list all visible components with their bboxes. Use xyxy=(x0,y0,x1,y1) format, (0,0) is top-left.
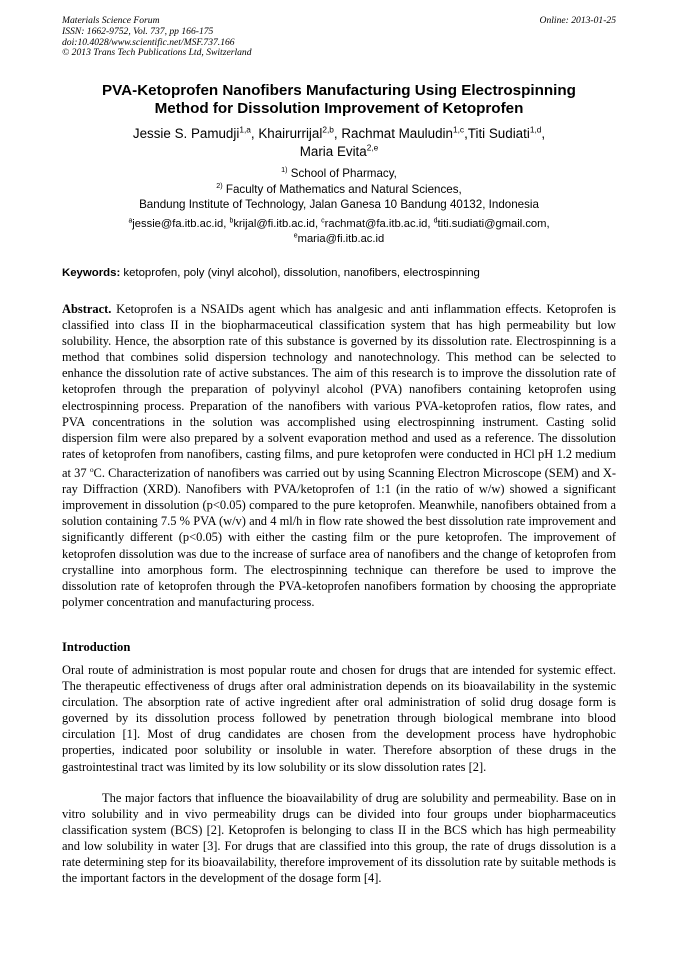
affiliation-1: School of Pharmacy, xyxy=(290,167,397,180)
aff-sup: 2) xyxy=(216,180,223,190)
intro-paragraph-2: The major factors that influence the bioavailability of drug are solubility and permeability. Base on in vitro solubility and in vivo permeability drugs can be divided into four groups under biopharmaceutics classification system (BCS) [2]. Ketoprofen is belonging to class II in the BCS which has high permeability and low solubility in water [3]. For drugs that are classified into this group, the rate of drugs dissolution is a rate determining step for its bioavailability, therefore improvement of its dissolution rate by suitable methods is the important factors in the development of the dosage form [4]. xyxy=(62,791,616,886)
email-sup: d xyxy=(433,217,438,225)
abstract-text-cont: C. Characterization of nanofibers was carried out by using Scanning Electron Microscope (SEM) and X-ray Diffraction (XRD). Nanofibers with PVA/ketoprofen of 1:1 (in the ratio of w/w) showed a significant improvement in dissolution (p<0.05) compared to the pure ketoprofen. Meanwhile, nanofibers obtained from a solution containing 7.5 % PVA (w/v) and 4 ml/h in flow rate showed the best dissolution rate improvement and significantly different (p<0.05) with either the casting film or the pure ketoprofen. The improvement of ketoprofen dissolution was due to the increase of surface area of nanofibers and the change of ketoprofen from crystalline into amorphous form. The electrospinning technique can therefore be used to improve the dissolution rate of ketoprofen through the PVA-ketoprofen nanofibers formation by choosing the appropriate polymer concentration and manufacturing process. xyxy=(62,466,616,609)
email-link[interactable]: jessie@fa.itb.ac.id, xyxy=(132,218,227,230)
journal-header xyxy=(62,16,616,59)
author-sup: 1,c xyxy=(452,124,465,135)
author-list: Jessie S. Pamudji$^{1,a}$, Khairurrijal$^{2,b}$, Rachmat Mauludin$^{1,c}$,Titi Sudiati$^{1,d}$, Maria Evita$^{2,e}$ xyxy=(132,124,546,159)
aff-sup: 1) xyxy=(281,165,288,175)
email-sup: b xyxy=(229,217,234,225)
journal-name: Materials Science Forum xyxy=(62,15,160,26)
author-sup: 2,b xyxy=(322,124,334,135)
online-date: Online: 2013-01-25 xyxy=(539,15,616,26)
email-link[interactable]: titi.sudiati@gmail.com, xyxy=(437,218,550,230)
affiliations xyxy=(60,166,618,213)
copyright: © 2013 Trans Tech Publications Ltd, Switzerland xyxy=(62,47,252,59)
keywords-label: Keywords: xyxy=(62,267,121,279)
author-sup: 1,d xyxy=(529,124,542,135)
affiliation-2: Faculty of Mathematics and Natural Sciences, xyxy=(225,182,462,196)
degree-sup: o xyxy=(89,464,94,474)
paper-title xyxy=(60,82,618,118)
author-name: Jessie S. Pamudji xyxy=(132,126,240,141)
email-link[interactable]: krijal@fi.itb.ac.id, xyxy=(233,218,319,230)
abstract-label: Abstract. xyxy=(62,302,112,316)
intro-paragraph-1: Oral route of administration is most popular route and chosen for drugs that are intended for systemic effect. The therapeutic effectiveness of drugs after oral administration depends on its bioavailability in the systemic circulation. The absorption rate of active ingredient after oral administration of solid drug dosage form is governed by its dissolution process followed by penetration through biological membrane into blood circulation [1]. Most of drug candidates are chosen from the development process have hydrophobic properties, indicated poor solubility or insoluble in water. Therefore absorption of these drugs in the gastrointestinal tract was limited by its low solubility or its slow dissolution rates [2]. xyxy=(62,663,616,774)
author-name: Maria Evita xyxy=(299,144,367,159)
author-sup: 2,e xyxy=(366,142,379,153)
author-name: Khairurrijal xyxy=(258,126,323,141)
email-list xyxy=(60,217,618,246)
email-sup: e xyxy=(293,231,298,239)
keywords-text: ketoprofen, poly (vinyl alcohol), dissolution, nanofibers, electrospinning xyxy=(123,267,480,279)
author-name: Titi Sudiati xyxy=(467,126,530,141)
email-link[interactable]: maria@fi.itb.ac.id xyxy=(297,232,385,245)
keywords xyxy=(62,266,616,280)
title-line-2: Method for Dissolution Improvement of Ketoprofen xyxy=(154,100,524,117)
title-line-1: PVA-Ketoprofen Nanofibers Manufacturing Using Electrospinning xyxy=(102,82,576,99)
email-link[interactable]: rachmat@fa.itb.ac.id, xyxy=(324,218,431,230)
author-sup: 1,a xyxy=(239,124,251,135)
doi: doi:10.4028/www.scientific.net/MSF.737.166 xyxy=(62,36,235,48)
section-heading-introduction: Introduction xyxy=(62,640,131,654)
abstract-text: Ketoprofen is a NSAIDs agent which has analgesic and anti inflammation effects. Ketoprofen is classified into class II in the biopharmaceutical classification system that has high permeability but low solubility. Hence, the absorption rate of this substance is governed by its dissolution rate. Electrospinning is a method that combines solid dispersion technology and nanotechnology. This method can be selected to enhance the dissolution rate of active substances. The aim of this research is to improve the dissolution rate of ketoprofen through the preparation of polyvinyl alcohol (PVA) nanofibers containing ketoprofen using electrospinning process. Preparation of the nanofibers with various PVA-ketoprofen ratios, flow rates, and PVA concentrations in the solution was accomplished using electrospinning instrument. Casting solid dispersion film were also prepared by a solvent evaporation method and used as a reference. The dissolution rates of ketoprofen from nanofibers, casting films, and pure ketoprofen were conducted in HCl pH 1.2 medium at 37 xyxy=(62,302,617,481)
abstract xyxy=(62,301,616,610)
issn: ISSN: 1662-9752, Vol. 737, pp 166-175 xyxy=(62,25,214,37)
institution: Bandung Institute of Technology, Jalan Ganesa 10 Bandung 40132, Indonesia xyxy=(139,198,539,211)
email-sup: a xyxy=(128,217,133,225)
email-sup: c xyxy=(321,217,325,225)
author-name: Rachmat Mauludin xyxy=(341,126,453,141)
